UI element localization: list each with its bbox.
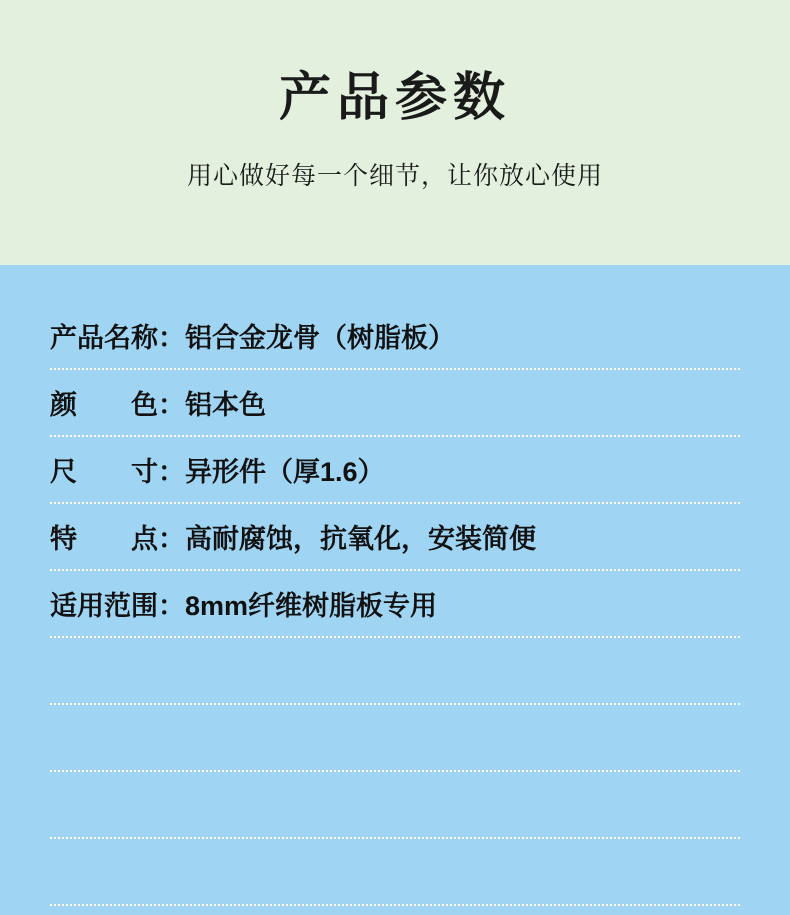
spec-row [50,504,740,571]
spec-row-text: 适用范围：8mm纤维树脂板专用 [50,591,438,621]
header-banner [0,0,790,265]
page-subtitle: 用心做好每一个细节，让你放心使用 [186,162,603,190]
spec-row-empty [50,839,740,906]
spec-row-text: 颜 色：铝本色 [50,390,266,420]
spec-row-list [50,303,740,906]
spec-row-empty [50,772,740,839]
page-title: 产品参数 [278,69,511,127]
spec-row-empty [50,638,740,705]
spec-panel [0,265,790,915]
spec-row [50,370,740,437]
spec-row-text: 特 点：高耐腐蚀，抗氧化，安装简便 [50,524,536,554]
spec-row [50,437,740,504]
spec-row-empty [50,705,740,772]
spec-row-text: 产品名称：铝合金龙骨（树脂板） [50,323,455,353]
spec-row [50,303,740,370]
spec-row-text: 尺 寸：异形件（厚1.6） [50,457,385,487]
spec-row [50,571,740,638]
